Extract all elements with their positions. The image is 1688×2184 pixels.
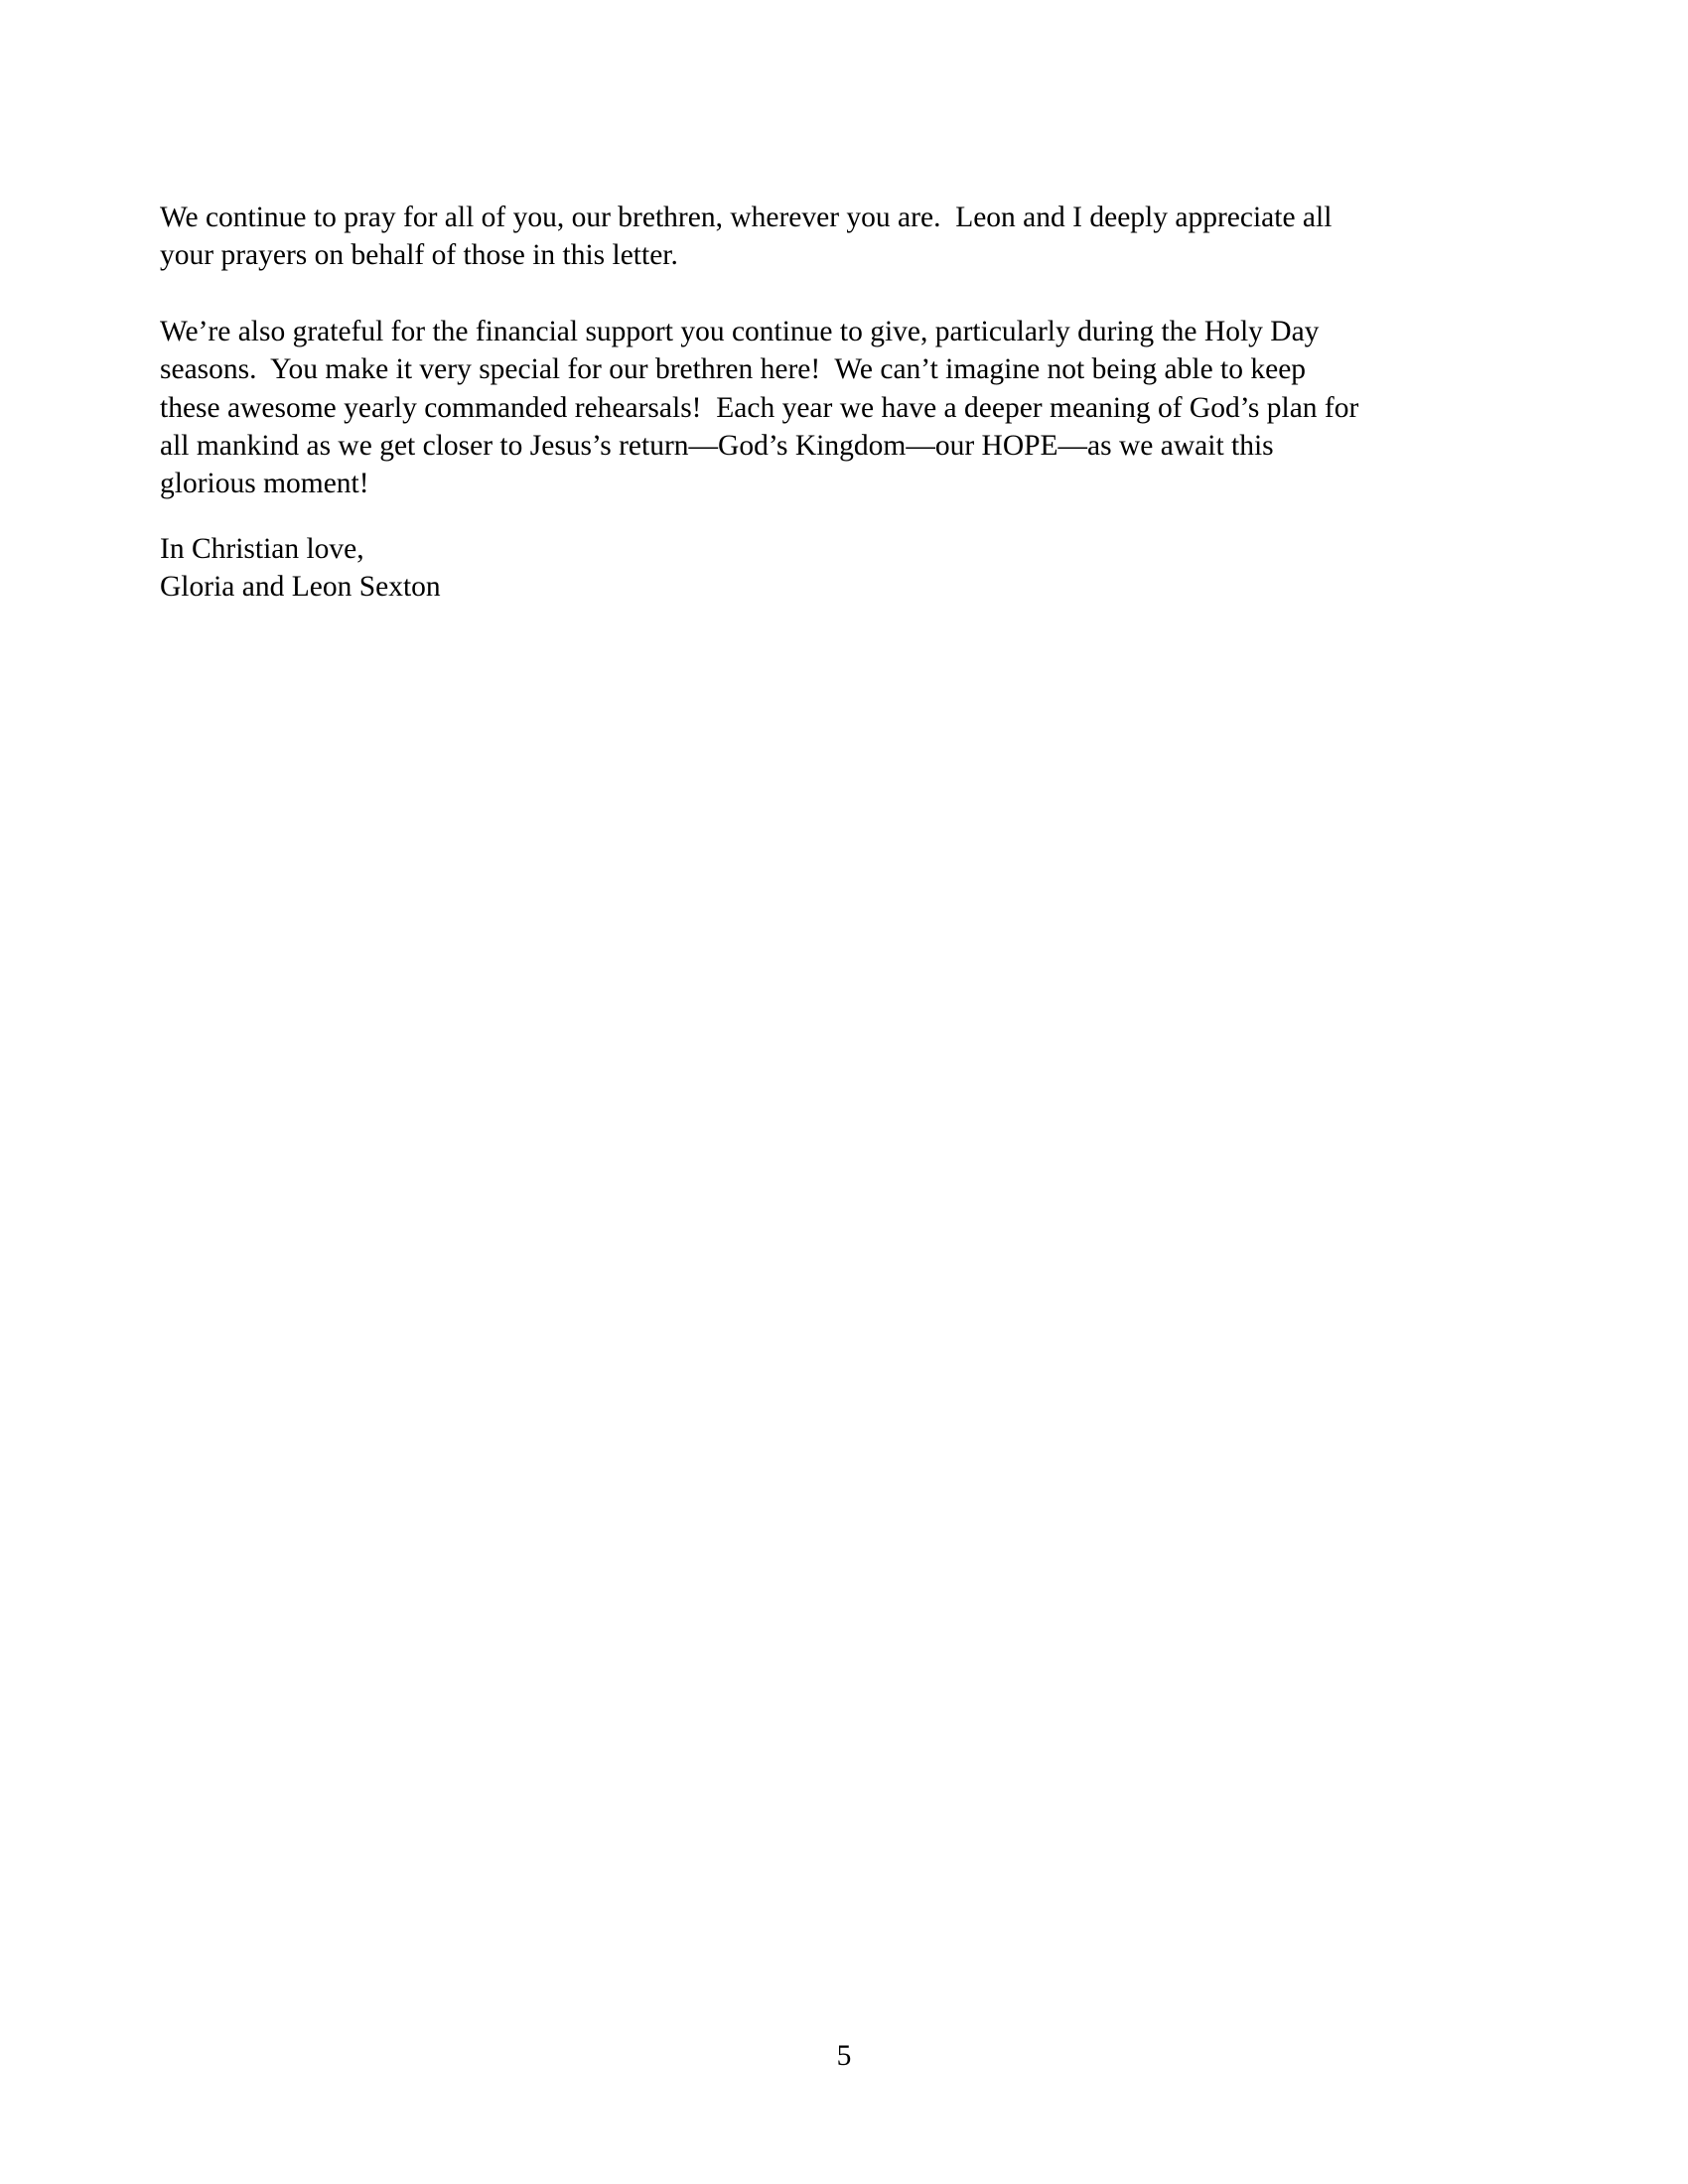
text-line: all mankind as we get closer to Jesus’s return—God’s Kingdom—our HOPE—as we await this xyxy=(160,429,1274,462)
closing-salutation: In Christian love, xyxy=(160,533,364,565)
letter-closing xyxy=(160,530,1550,607)
page-number: 5 xyxy=(836,2040,852,2072)
text-line: We continue to pray for all of you, our brethren, wherever you are. Leon and I deeply appreciate all xyxy=(160,202,1333,233)
paragraph-gratitude xyxy=(160,313,1550,502)
text-line: seasons. You make it very special for our brethren here! We can’t imagine not being able to keep xyxy=(160,353,1307,386)
text-line: glorious moment! xyxy=(160,468,369,500)
text-line: these awesome yearly commanded rehearsals! Each year we have a deeper meaning of God’s plan for xyxy=(160,391,1359,424)
paragraph-prayers xyxy=(160,199,1550,275)
signature: Gloria and Leon Sexton xyxy=(160,571,441,604)
text-line: We’re also grateful for the financial support you continue to give, particularly during the Holy Day xyxy=(160,316,1320,347)
text-line: your prayers on behalf of those in this letter. xyxy=(160,239,678,272)
